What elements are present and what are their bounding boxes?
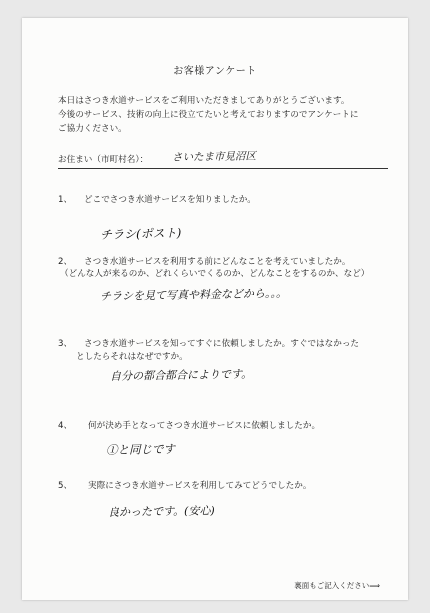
question-5-text: 実際にさつき水道サービスを利用してみてどうでしたか。 — [88, 481, 312, 491]
intro-line-3: ご協力ください。 — [58, 124, 127, 134]
intro-line-2: 今後のサービス、技術の向上に役立てたいと考えておりますのでアンケートに — [58, 110, 359, 120]
question-1-text: どこでさつき水道サービスを知りましたか。 — [84, 195, 256, 205]
intro-text — [58, 94, 359, 136]
question-3-text: さつき水道サービスを知ってすぐに依頼しましたか。すぐではなかった — [84, 339, 360, 349]
answer-5: 良かったです。(安心) — [107, 504, 215, 519]
answer-4: ①と同じです — [105, 441, 176, 457]
question-2-subtext: （どんな人が来るのか、どれくらいでくるのか、どんなことをするのか、など） — [60, 269, 370, 279]
question-3 — [58, 338, 408, 366]
answer-3: 自分の都合都合によりです。 — [109, 367, 253, 383]
question-2-text: さつき水道サービスを利用する前にどんなことを考えていましたか。 — [84, 257, 351, 267]
survey-title: お客様アンケート — [173, 66, 257, 77]
question-4-text: 何が決め手となってさつき水道サービスに依頼しましたか。 — [88, 421, 321, 431]
answer-1: チラシ(ポスト) — [99, 225, 182, 242]
question-5-number: 5、 — [58, 481, 73, 491]
question-4-number: 4、 — [58, 421, 73, 431]
question-3-subtext: としたらそれはなぜですか。 — [76, 352, 188, 362]
survey-sheet — [22, 18, 408, 600]
question-3-number: 3、 — [58, 339, 73, 349]
footer-note: 裏面もご記入ください⟹ — [294, 581, 380, 590]
question-1-number: 1、 — [58, 195, 73, 205]
address-label: お住まい（市町村名）： — [58, 155, 149, 165]
answer-2: チラシを見て写真や料金などから。。。 — [99, 286, 288, 303]
intro-line-1: 本日はさつき水道サービスをご利用いただきましてありがとうございます。 — [58, 96, 350, 106]
question-2 — [58, 256, 408, 284]
question-2-number: 2、 — [58, 257, 73, 267]
address-field — [58, 150, 388, 169]
address-answer: さいたま市見沼区 — [171, 150, 257, 164]
